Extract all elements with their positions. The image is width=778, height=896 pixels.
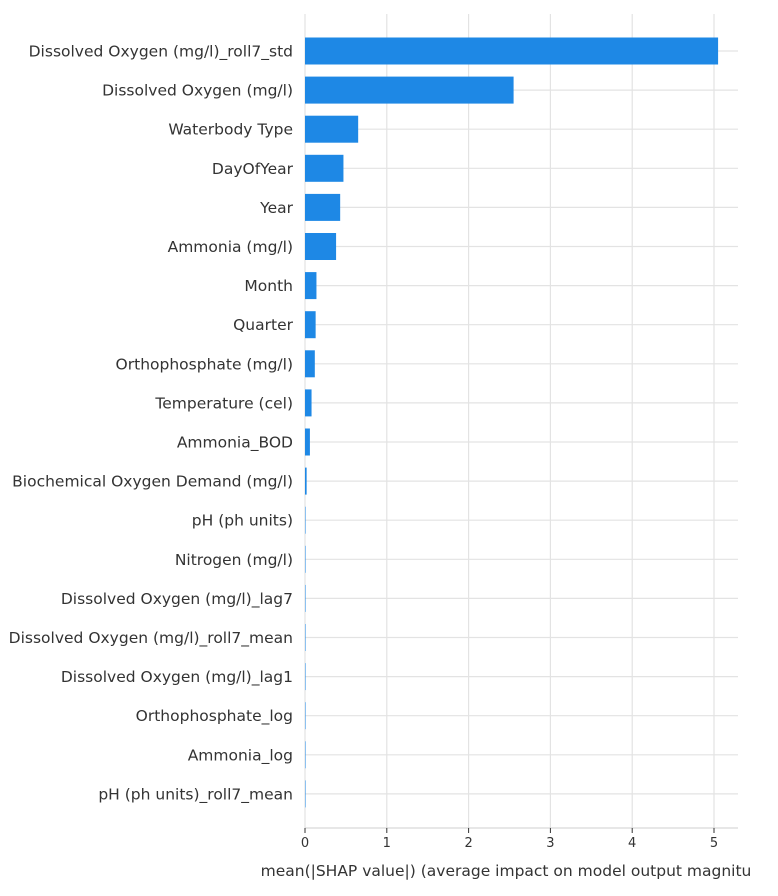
x-axis-label: mean(|SHAP value|) (average impact on model output magnitu [260,862,752,880]
bar-12 [305,507,306,534]
bar-16 [305,663,306,690]
bar-19 [305,780,306,807]
bar-2 [305,116,358,143]
bar-18 [305,741,306,768]
category-label-19: pH (ph units)_roll7_mean [98,785,293,804]
bar-6 [305,272,316,299]
bar-13 [305,546,306,573]
x-tick-label-3: 3 [546,836,555,851]
category-label-14: Dissolved Oxygen (mg/l)_lag7 [60,589,293,608]
category-label-3: DayOfYear [211,159,293,178]
x-tick-label-2: 2 [464,836,473,851]
category-label-1: Dissolved Oxygen (mg/l) [102,81,293,100]
category-label-12: pH (ph units) [191,511,293,530]
x-tick-label-5: 5 [709,836,719,851]
bar-15 [305,624,306,651]
category-label-16: Dissolved Oxygen (mg/l)_lag1 [60,668,293,687]
bar-7 [305,311,316,338]
x-tick-label-4: 4 [628,836,637,851]
category-label-5: Ammonia (mg/l) [167,238,293,256]
x-ticks [301,828,718,851]
bar-4 [305,194,340,221]
bar-10 [305,429,310,456]
bar-9 [305,389,312,416]
bar-3 [305,155,343,182]
bar-8 [305,350,315,377]
x-tick-label-1: 1 [382,836,391,851]
category-label-10: Ammonia_BOD [176,433,293,452]
category-label-15: Dissolved Oxygen (mg/l)_roll7_mean [8,629,293,647]
gridlines [305,14,738,828]
category-label-8: Orthophosphate (mg/l) [115,355,293,374]
category-label-18: Ammonia_log [187,746,293,765]
category-label-17: Orthophosphate_log [135,707,293,726]
bar-1 [305,77,514,104]
category-label-2: Waterbody Type [168,120,293,139]
category-label-6: Month [244,277,293,296]
category-label-9: Temperature (cel) [155,394,293,413]
bar-5 [305,233,336,260]
category-label-13: Nitrogen (mg/l) [174,550,293,569]
bar-17 [305,702,306,729]
category-label-4: Year [260,198,293,217]
bar-11 [305,468,307,495]
x-tick-label-0: 0 [300,836,310,851]
category-label-11: Biochemical Oxygen Demand (mg/l) [12,472,293,491]
bar-0 [305,38,718,65]
bars [305,38,718,808]
category-labels [9,43,294,805]
category-label-0: Dissolved Oxygen (mg/l)_roll7_std [28,42,293,61]
category-label-7: Quarter [233,316,293,335]
bar-14 [305,585,306,612]
